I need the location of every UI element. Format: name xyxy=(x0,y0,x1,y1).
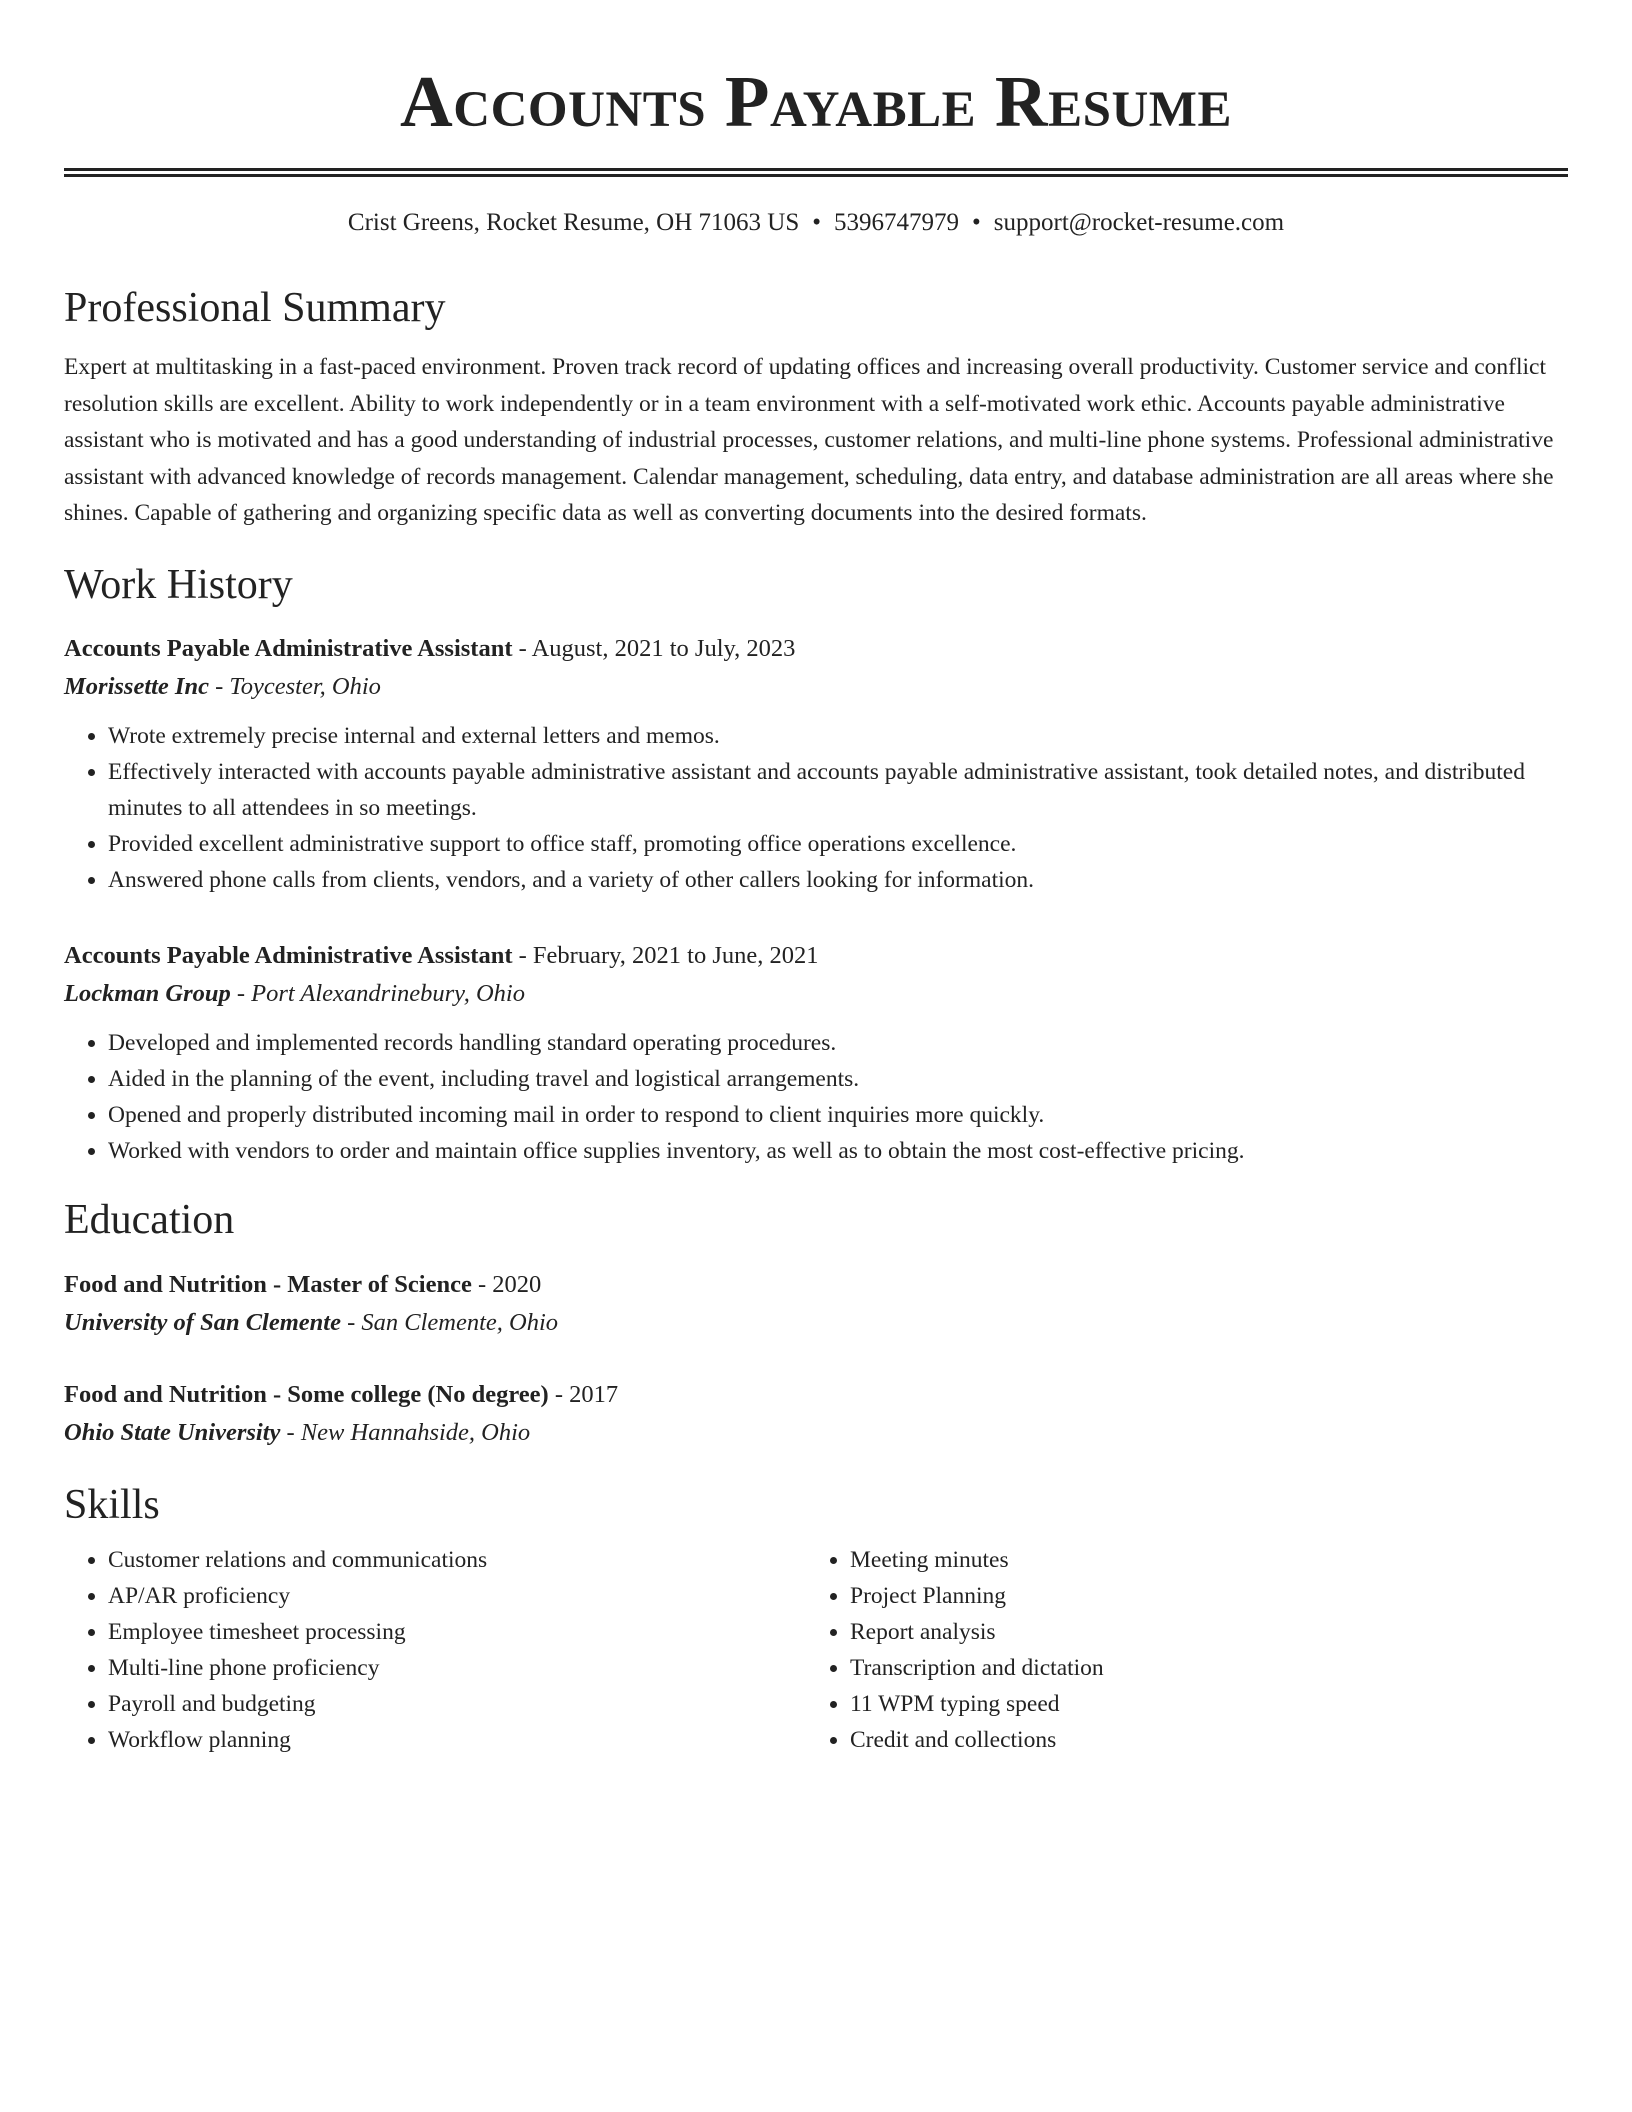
job-duty: • Answered phone calls from clients, vendors, and a variety of other callers looking for information. xyxy=(108,862,1568,898)
job-header xyxy=(64,630,1568,668)
skill-item: • Payroll and budgeting xyxy=(108,1686,806,1722)
job-dates: - February, 2021 to June, 2021 xyxy=(512,941,819,969)
skill-item: • Employee timesheet processing xyxy=(108,1614,806,1650)
education-school-line xyxy=(64,1414,1568,1452)
education-degree: Food and Nutrition - Some college (No degree) xyxy=(64,1380,549,1408)
job-title: Accounts Payable Administrative Assistant xyxy=(64,941,513,969)
work-history-heading: Work History xyxy=(64,561,293,608)
job-duties xyxy=(64,1025,1568,1169)
job-dates: - August, 2021 to July, 2023 xyxy=(512,634,796,662)
education-school-line xyxy=(64,1304,1568,1342)
job-company: Lockman Group xyxy=(64,979,231,1007)
education-year: - 2020 xyxy=(471,1270,542,1298)
job-header xyxy=(64,937,1568,975)
education-degree: Food and Nutrition - Master of Science xyxy=(64,1270,472,1298)
education-entry xyxy=(64,1376,1568,1452)
job-company: Morissette Inc xyxy=(64,672,209,700)
education-year: - 2017 xyxy=(548,1380,619,1408)
skill-item: • Customer relations and communications xyxy=(108,1542,806,1578)
job-duty: • Worked with vendors to order and maintain office supplies inventory, as well as to obtain the most cost-effective pricing. xyxy=(108,1133,1568,1169)
skill-item: • Transcription and dictation xyxy=(850,1650,1548,1686)
education-heading: Education xyxy=(64,1196,235,1243)
title-divider xyxy=(64,168,1568,177)
contact-address: Crist Greens, Rocket Resume, OH 71063 US xyxy=(347,209,800,236)
skills-column-left xyxy=(64,1542,806,1758)
contact-separator: • xyxy=(812,209,822,236)
education-header xyxy=(64,1376,1568,1414)
job-entry xyxy=(64,937,1568,1169)
summary-heading: Professional Summary xyxy=(64,285,446,331)
skill-item: • AP/AR proficiency xyxy=(108,1578,806,1614)
education-school: Ohio State University xyxy=(64,1418,281,1446)
job-duty: • Opened and properly distributed incoming mail in order to respond to client inquiries more quickly. xyxy=(108,1097,1568,1133)
job-duty: • Aided in the planning of the event, including travel and logistical arrangements. xyxy=(108,1061,1568,1097)
skill-item: • Meeting minutes xyxy=(850,1542,1548,1578)
education-location: - San Clemente, Ohio xyxy=(340,1308,559,1336)
job-location: - Toycester, Ohio xyxy=(208,672,381,700)
skill-item: • Multi-line phone proficiency xyxy=(108,1650,806,1686)
job-duties xyxy=(64,718,1568,898)
skills-column-right xyxy=(806,1542,1548,1758)
page-title: Accounts Payable Resume xyxy=(400,61,1232,142)
education-entry xyxy=(64,1266,1568,1342)
education-header xyxy=(64,1266,1568,1304)
education-school: University of San Clemente xyxy=(64,1308,341,1336)
job-duty: • Provided excellent administrative support to office staff, promoting office operations excellence. xyxy=(108,826,1568,862)
job-duty: • Wrote extremely precise internal and external letters and memos. xyxy=(108,718,1568,754)
contact-separator: • xyxy=(972,209,981,236)
skills-heading: Skills xyxy=(64,1481,160,1528)
summary-text: Expert at multitasking in a fast-paced environment. Proven track record of updating offices and increasing overall productivity. Customer service and conflict resolution skills are excellent. Ability to work independently or in a team environment with a self-motivated work ethic. Accounts payable administrative assistant who is motivated and has a good understanding of industrial processes, customer relations, and multi-line phone systems. Professional administrative assistant with advanced knowledge of records management. Calendar management, scheduling, data entry, and database administration are all areas where she shines. Capable of gathering and organizing specific data as well as converting documents into the desired formats. xyxy=(64,354,1554,526)
contact-phone: 5396747979 xyxy=(834,209,960,236)
skills-list xyxy=(64,1542,1568,1758)
contact-line xyxy=(64,208,1568,238)
skill-item: • Workflow planning xyxy=(108,1722,806,1758)
skill-item: • Project Planning xyxy=(850,1578,1548,1614)
job-duty: • Developed and implemented records handling standard operating procedures. xyxy=(108,1025,1568,1061)
education-location: - New Hannahside, Ohio xyxy=(280,1418,531,1446)
job-employer xyxy=(64,668,1568,706)
skill-item: • Credit and collections xyxy=(850,1722,1548,1758)
job-employer xyxy=(64,975,1568,1013)
contact-email: support@rocket-resume.com xyxy=(993,209,1285,236)
skill-item: • Report analysis xyxy=(850,1614,1548,1650)
job-entry xyxy=(64,630,1568,898)
job-duty: • Effectively interacted with accounts payable administrative assistant and accounts payable administrative assistant, took detailed notes, and distributed minutes to all attendees in so meetings. xyxy=(108,754,1568,826)
skill-item: • 11 WPM typing speed xyxy=(850,1686,1548,1722)
job-title: Accounts Payable Administrative Assistant xyxy=(64,634,513,662)
job-location: - Port Alexandrinebury, Ohio xyxy=(230,979,525,1007)
